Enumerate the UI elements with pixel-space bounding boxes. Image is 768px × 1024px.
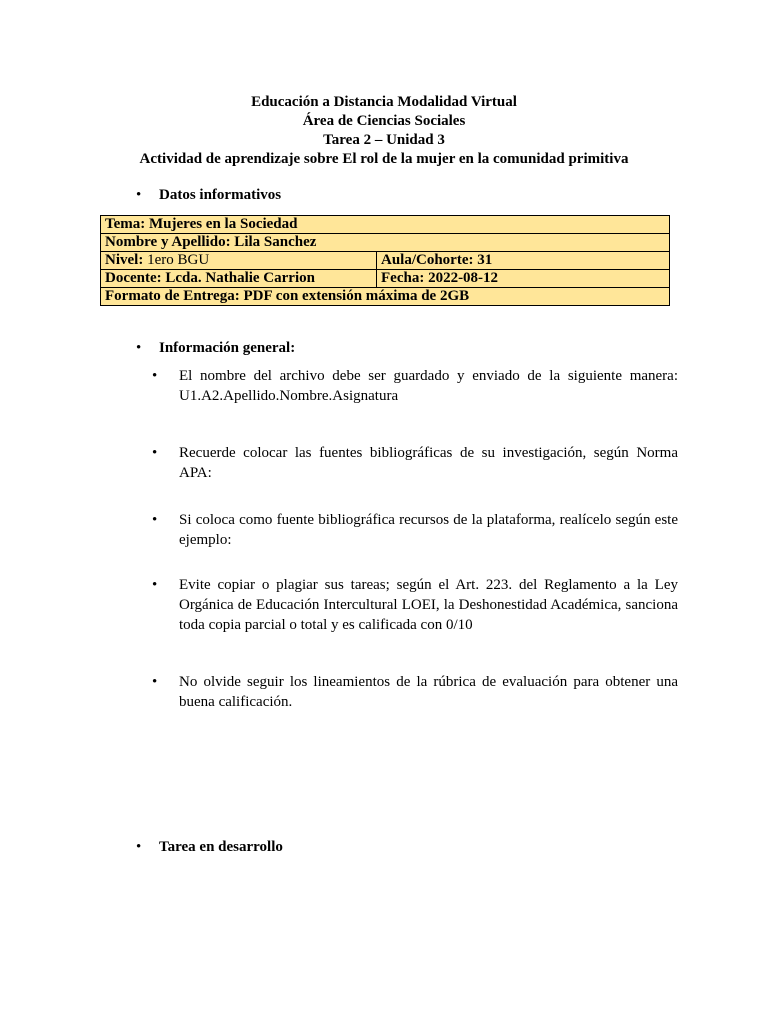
section-title: Información general: <box>159 340 296 356</box>
docente-cell: Docente: Lcda. Nathalie Carrion <box>101 270 377 288</box>
table-row <box>101 252 670 270</box>
header-institution: Educación a Distancia Modalidad Virtual <box>251 94 517 110</box>
bullet-marker: • <box>152 674 158 690</box>
list-item-text: Recuerde colocar las fuentes bibliográficas de su investigación, según Norma APA: <box>179 445 678 481</box>
table-row <box>101 288 670 306</box>
list-item-text: Evite copiar o plagiar sus tareas; según el Art. 223. del Reglamento a la Ley Orgánica de Educación Intercultural LOEI, la Deshonestidad Académica, sanciona toda copia parcial o total y es calificada con 0/10 <box>179 577 678 633</box>
nivel-cell <box>101 252 377 270</box>
bullet-marker: • <box>136 340 142 356</box>
fecha-cell: Fecha: 2022-08-12 <box>377 270 670 288</box>
bullet-marker: • <box>152 512 158 528</box>
nivel-value: 1ero BGU <box>143 252 210 268</box>
list-item-text: No olvide seguir los lineamientos de la rúbrica de evaluación para obtener una buena calificación. <box>179 674 678 710</box>
header-task: Tarea 2 – Unidad 3 <box>323 132 445 148</box>
document-header <box>0 93 768 169</box>
bullet-marker: • <box>152 445 158 461</box>
table-row <box>101 270 670 288</box>
table-row <box>101 216 670 234</box>
nombre-cell: Nombre y Apellido: Lila Sanchez <box>101 234 670 252</box>
bullet-marker: • <box>136 187 142 203</box>
aula-cell: Aula/Cohorte: 31 <box>377 252 670 270</box>
bullet-marker: • <box>152 577 158 593</box>
nivel-label: Nivel: <box>105 252 144 268</box>
section-title: Datos informativos <box>159 187 282 203</box>
bullet-marker: • <box>136 839 142 855</box>
tema-cell: Tema: Mujeres en la Sociedad <box>101 216 670 234</box>
list-item-text: El nombre del archivo debe ser guardado y enviado de la siguiente manera: U1.A2.Apellido.Nombre.Asignatura <box>179 368 678 404</box>
list-item-text: Si coloca como fuente bibliográfica recursos de la plataforma, realícelo según este ejemplo: <box>179 512 678 548</box>
header-area: Área de Ciencias Sociales <box>302 113 466 129</box>
bullet-marker: • <box>152 368 158 384</box>
table-row <box>101 234 670 252</box>
info-table <box>100 215 670 306</box>
formato-cell: Formato de Entrega: PDF con extensión máxima de 2GB <box>101 288 670 306</box>
section-title: Tarea en desarrollo <box>159 839 283 855</box>
header-activity: Actividad de aprendizaje sobre El rol de la mujer en la comunidad primitiva <box>139 151 629 167</box>
